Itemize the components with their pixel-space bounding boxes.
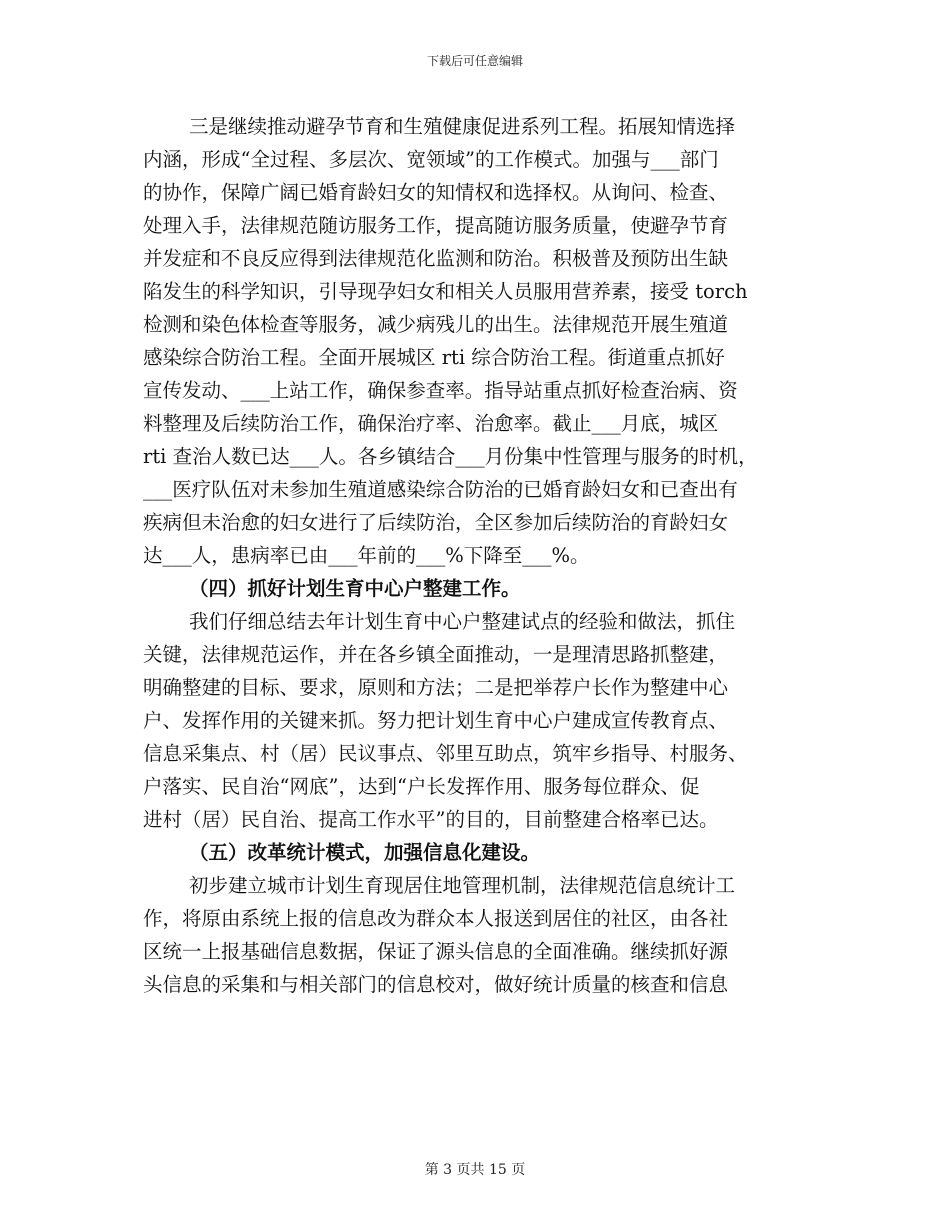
paragraph-line: 户、发挥作用的关键来抓。努力把计划生育中心户建成宣传教育点、 bbox=[143, 709, 729, 732]
section-heading-4: （四）抓好计划生育中心户整建工作。 bbox=[189, 577, 521, 600]
paragraph-line: 的协作，保障广阔已婚育龄妇女的知情权和选择权。从询问、检查、 bbox=[143, 181, 729, 204]
paragraph-line: 头信息的采集和与相关部门的信息校对，做好统计质量的核查和信息 bbox=[143, 973, 729, 996]
paragraph-line: 三是继续推动避孕节育和生殖健康促进系列工程。拓展知情选择 bbox=[189, 115, 736, 138]
paragraph-line: 处理入手，法律规范随访服务工作，提高随访服务质量，使避孕节育 bbox=[143, 214, 729, 237]
paragraph-line: 陷发生的科学知识，引导现孕妇女和相关人员服用营养素，接受 torch bbox=[143, 280, 748, 303]
paragraph-line: 户落实、民自治“网底”，达到“户长发挥作用、服务每位群众、促 bbox=[143, 775, 700, 798]
paragraph-line: 检测和染色体检查等服务，减少病残儿的出生。法律规范开展生殖道 bbox=[143, 313, 729, 336]
paragraph-line: 感染综合防治工程。全面开展城区 rti 综合防治工程。街道重点抓好 bbox=[143, 346, 725, 369]
paragraph-line: 明确整建的目标、要求，原则和方法；二是把举荐户长作为整建中心 bbox=[143, 676, 729, 699]
paragraph-line: 内涵，形成“全过程、多层次、宽领域”的工作模式。加强与___部门 bbox=[143, 148, 719, 171]
paragraph-line: 区统一上报基础信息数据，保证了源头信息的全面准确。继续抓好源 bbox=[143, 940, 729, 963]
page-footer: 第 3 页共 15 页 bbox=[424, 1162, 526, 1178]
paragraph-line: ___医疗队伍对未参加生殖道感染综合防治的已婚育龄妇女和已查出有 bbox=[143, 478, 738, 501]
paragraph-line: 信息采集点、村（居）民议事点、邻里互助点，筑牢乡指导、村服务、 bbox=[143, 742, 748, 765]
paragraph-line: rti 查治人数已达___人。各乡镇结合___月份集中性管理与服务的时机， bbox=[143, 445, 758, 468]
section-heading-5: （五）改革统计模式，加强信息化建设。 bbox=[189, 841, 541, 864]
paragraph-line: 并发症和不良反应得到法律规范化监测和防治。积极普及预防出生缺 bbox=[143, 247, 729, 270]
paragraph-line: 我们仔细总结去年计划生育中心户整建试点的经验和做法，抓住 bbox=[189, 610, 736, 633]
document-body bbox=[143, 110, 808, 1001]
paragraph-line: 关键，法律规范运作，并在各乡镇全面推动，一是理清思路抓整建， bbox=[143, 643, 729, 666]
paragraph-line: 料整理及后续防治工作，确保治疗率、治愈率。截止___月底，城区 bbox=[143, 412, 719, 435]
paragraph-line: 达___人，患病率已由___年前的___%下降至___%。 bbox=[143, 544, 590, 567]
paragraph-line: 疾病但未治愈的妇女进行了后续防治，全区参加后续防治的育龄妇女 bbox=[143, 511, 729, 534]
paragraph-line: 初步建立城市计划生育现居住地管理机制，法律规范信息统计工 bbox=[189, 874, 736, 897]
paragraph-line: 作，将原由系统上报的信息改为群众本人报送到居住的社区，由各社 bbox=[143, 907, 729, 930]
paragraph-line: 进村（居）民自治、提高工作水平”的目的，目前整建合格率已达。 bbox=[143, 808, 719, 831]
page-header: 下载后可任意编辑 bbox=[426, 54, 523, 68]
paragraph-line: 宣传发动、___上站工作，确保参查率。指导站重点抓好检查治病、资 bbox=[143, 379, 738, 402]
